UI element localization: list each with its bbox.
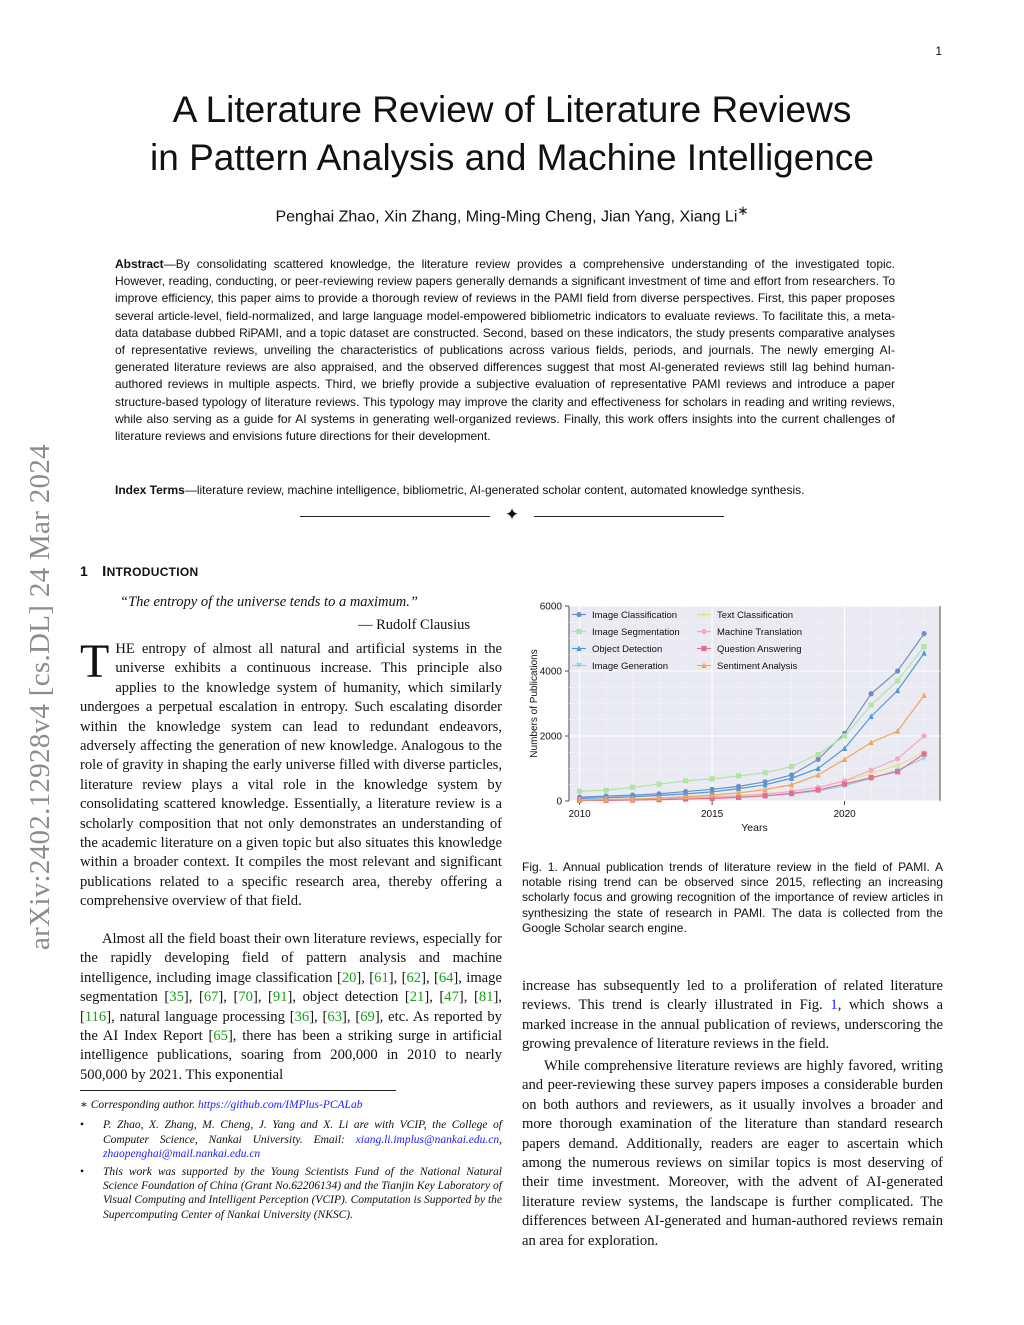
citation-link[interactable]: 64 <box>438 969 454 986</box>
legend-label: Image Classification <box>592 610 678 621</box>
epigraph-quote: “The entropy of the universe tends to a maximum.” <box>120 594 418 610</box>
data-point <box>842 782 847 787</box>
intro-paragraph-2 <box>80 930 502 1085</box>
legend-marker <box>701 646 706 651</box>
y-tick-label: 0 <box>556 796 562 808</box>
citation-link[interactable]: 69 <box>360 1008 375 1025</box>
abstract-label: Abstract <box>115 257 164 271</box>
citation-sep: ], [ <box>458 989 479 1006</box>
data-point <box>604 788 609 793</box>
data-point <box>789 764 794 769</box>
footnote-affiliation <box>80 1118 502 1161</box>
section-number: 1 <box>80 563 89 579</box>
bullet-icon: • <box>80 1165 85 1178</box>
data-point <box>922 644 927 649</box>
citation-sep: ], [ <box>309 1008 328 1025</box>
x-axis-label: Years <box>741 822 768 834</box>
data-point <box>922 733 927 738</box>
title-line-2: in Pattern Analysis and Machine Intelligence <box>150 137 874 178</box>
citation-sep: ], [ <box>424 989 445 1006</box>
intro-p2-text: ], etc. As reported by the AI Index Report [ <box>80 1008 502 1045</box>
citation-sep: ], [ <box>183 989 204 1006</box>
x-tick-label: 2020 <box>833 809 856 820</box>
data-point <box>657 782 662 787</box>
right-p1-text: increase has subsequently led to a proliferation of related literature reviews. This trend is clearly illustrated in Fig. <box>522 978 943 1014</box>
abstract <box>115 256 895 445</box>
ornament-rule-right <box>534 516 724 517</box>
data-point <box>842 733 847 738</box>
data-point <box>736 795 741 800</box>
citation-sep: ], [ <box>252 989 273 1006</box>
email-sep: , <box>499 1133 502 1146</box>
y-tick-label: 6000 <box>539 601 562 613</box>
y-axis-label: Numbers of Publications <box>529 649 540 758</box>
data-point <box>922 751 927 756</box>
intro-p2-text: ], there has been a striking surge in artificial intelligence publications, soaring from 200,000 in 2010 to nearly 500,000 by 2021. This exponential <box>80 1028 503 1083</box>
citation-link[interactable]: 36 <box>294 1008 310 1025</box>
footnote-rule <box>80 1090 396 1091</box>
footnote-corresponding <box>80 1098 502 1112</box>
ornament-star-icon: ✦ <box>504 505 520 524</box>
citation-sep: ], [ <box>80 989 502 1025</box>
footnote-affiliation-text: P. Zhao, X. Zhang, M. Cheng, J. Yang and X. Li are with VCIP, the College of Computer Science, Nankai University. Email: <box>103 1119 502 1146</box>
citation-link[interactable]: 63 <box>327 1008 342 1025</box>
citation-link[interactable]: 81 <box>478 989 494 1006</box>
data-point <box>736 773 741 778</box>
intro-p2-text: ], object detection [ <box>287 989 410 1006</box>
intro-p2-text: Almost all the field boast their own literature reviews, especially for the rapidly developing field of pattern analysis and machine intelligence, including image classification [ <box>80 931 502 986</box>
data-point <box>763 770 768 775</box>
citation-link[interactable]: 21 <box>409 989 425 1006</box>
legend-marker <box>576 612 581 617</box>
intro-p2-text: ], natural language processing [ <box>106 1008 295 1025</box>
index-terms-label: Index Terms <box>115 483 185 497</box>
legend-label: Question Answering <box>717 644 802 655</box>
data-point <box>922 631 927 636</box>
legend-label: Machine Translation <box>717 627 803 638</box>
data-point <box>816 757 821 762</box>
data-point <box>895 678 900 683</box>
bullet-icon: • <box>80 1119 85 1132</box>
data-point <box>869 703 874 708</box>
data-point <box>710 776 715 781</box>
data-point <box>816 752 821 757</box>
right-p1-text: , which shows a marked increase in the annual publication of reviews, underscoring the growing prevalence of literature reviews in the field. <box>522 997 944 1053</box>
data-point <box>869 775 874 780</box>
author-list: Penghai Zhao, Xin Zhang, Ming-Ming Cheng, Jian Yang, Xiang Li <box>275 208 738 226</box>
section-title-rest: NTRODUCTION <box>106 565 199 579</box>
footnote-corresponding-label: Corresponding author. <box>90 1099 198 1111</box>
citation-link[interactable]: 91 <box>272 989 288 1006</box>
legend-label: Object Detection <box>592 644 663 655</box>
data-point <box>630 785 635 790</box>
abstract-text: —By consolidating scattered knowledge, the literature review provides a comprehensive understanding of the investigated topic. However, reading, conducting, or peer-reviewing review papers generally demands a significant investment of time and effort from researchers. To improve efficiency, this paper aims to provide a thorough review of reviews in the PAMI field from diverse perspectives. First, this paper proposes several article-level, field-normalized, and large language model-empowered bibliometric indicators to evaluate reviews. To facilitate this, a meta-data database dubbed RiPAMI, and a topic dataset are constructed. Second, based on these indicators, the study presents comparative analyses of representative reviews, unveiling the characteristics of publications across various fields, periods, and journals. The newly emerging AI-generated literature reviews are also appraised, and the observed differences suggest that most AI-generated reviews still lag behind human-authored reviews in multiple aspects. Third, we briefly provide a subjective evaluation of representative PAMI reviews and introduce a paper structure-based typology of literature reviews. This typology may improve the clarity and effectiveness for scholars in reading and writing reviews, while also serving as a guide for AI systems in generating well-organized reviews. Finally, this work offers insights into the current challenges of literature reviews and envisions future directions for their development. <box>115 257 895 444</box>
intro-paragraph-1 <box>80 635 502 912</box>
legend-label: Text Classification <box>717 610 794 621</box>
github-link[interactable]: https://github.com/IMPlus-PCALab <box>197 1099 363 1111</box>
legend-label: Image Generation <box>592 661 669 672</box>
arxiv-stamp[interactable]: arXiv:2402.12928v4 [cs.DL] 24 Mar 2024 <box>24 444 56 950</box>
publication-trends-chart <box>520 596 950 841</box>
authors <box>80 203 944 226</box>
citation-sep: ], [ <box>388 969 407 986</box>
right-paragraph-1 <box>522 977 943 1055</box>
epigraph-author: — Rudolf Clausius <box>358 617 470 633</box>
data-point <box>816 787 821 792</box>
drop-cap: T <box>80 635 110 688</box>
citation-link[interactable]: 65 <box>213 1028 228 1045</box>
citation-sep: ], [ <box>421 969 439 986</box>
data-point <box>683 778 688 783</box>
citation-link[interactable]: 62 <box>406 969 422 986</box>
x-tick-label: 2015 <box>700 809 724 820</box>
data-point <box>869 691 874 696</box>
legend-marker <box>701 629 706 634</box>
data-point <box>895 769 900 774</box>
data-point <box>895 756 900 761</box>
data-point <box>577 789 582 794</box>
y-tick-label: 4000 <box>539 666 562 678</box>
citation-link[interactable]: 47 <box>444 989 459 1006</box>
footnote-funding-text: This work was supported by the Young Scientists Fund of the National Natural Science Foundation of China (Grant No.62206134) and the Tianjin Key Laboratory of Visual Computing and Intelligent Perception (VCIP). Computation is Supported by the Supercomputing Center of Nankai University (NKSC). <box>103 1165 502 1221</box>
footnotes <box>80 1098 502 1222</box>
citation-link[interactable]: 61 <box>374 969 389 986</box>
legend-label: Sentiment Analysis <box>717 661 798 672</box>
index-terms-text: —literature review, machine intelligence, bibliometric, AI-generated scholar content, automated knowledge synthesis. <box>184 483 805 497</box>
data-point <box>789 791 794 796</box>
citation-link[interactable]: 35 <box>169 989 184 1006</box>
legend-marker <box>576 629 581 634</box>
section-ornament <box>300 505 724 524</box>
footnote-funding <box>80 1165 502 1223</box>
figure-caption: Fig. 1. Annual publication trends of literature review in the field of PAMI. A notable rising trend can be observed since 2015, reflecting an increasing scholarly focus and growing recognition of the importance of review articles in synthesizing the state of research in PAMI. The data is collected from the Google Scholar search engine. <box>522 860 943 935</box>
footnote-star-mark: ∗ <box>80 1099 88 1111</box>
citation-link[interactable]: 67 <box>203 989 219 1006</box>
citation-sep: ], [ <box>356 969 375 986</box>
figure-ref-link[interactable]: 1 <box>830 997 838 1014</box>
corresponding-author-mark: ∗ <box>737 203 749 218</box>
paper-title <box>80 86 944 182</box>
legend-label: Image Segmentation <box>592 627 680 638</box>
citation-sep: ], [ <box>218 989 239 1006</box>
y-tick-label: 2000 <box>539 731 562 743</box>
data-point <box>763 793 768 798</box>
intro-p2-text: ], image segmentation [ <box>80 969 502 1006</box>
data-point <box>869 768 874 773</box>
email-link[interactable]: zhaopenghai@mail.nankai.edu.cn <box>103 1148 261 1161</box>
data-point <box>895 668 900 673</box>
page-number: 1 <box>935 44 942 58</box>
citation-link[interactable]: 116 <box>84 1008 107 1025</box>
x-tick-label: 2010 <box>568 809 591 820</box>
right-paragraph-2: While comprehensive literature reviews are highly favored, writing and peer-reviewing these survey papers imposes a considerable burden on both authors and reviewers, as it usually involves a broader and more thorough examination of the literature than standard research papers demand. Additionally, readers are eager to ascertain which among the numerous reviews on similar topics is most deserving of their time investment. Moreover, with the advent of AI-generated literature review systems, the landscape is further complicated. The differences between AI-generated and human-authored reviews remain an area for exploration. <box>522 1058 943 1249</box>
index-terms <box>115 482 895 499</box>
citation-sep: ], [ <box>342 1008 361 1025</box>
title-line-1: A Literature Review of Literature Reviews <box>172 89 852 130</box>
section-heading-introduction <box>80 563 199 580</box>
email-link[interactable]: xiang.li.implus@nankai.edu.cn <box>355 1133 500 1146</box>
citation-link[interactable]: 70 <box>238 989 253 1006</box>
section-title-initial: I <box>102 563 107 580</box>
ornament-rule-left <box>300 516 490 517</box>
intro-paragraph-1-text: HE entropy of almost all natural and artificial systems in the universe exhibits a continuous increase. This principle also applies to the knowledge system of humanity, which similarly undergoes a perpetual escalation in entropy. Such escalating disorder within the knowledge system can lead to redundant endeavors, adversely affecting the generation of new knowledge. Analogous to the role of gravity in shaping the early universe filled with diverse particles, literature review plays a vital role in the knowledge system by consolidating scattered knowledge. Essentially, a literature review is a scholarly composition that not only demonstrates an understanding of the academic literature on a given topic but also situates this knowledge within a broader context. It compiles the most relevant and significant publications related to a specific research area, thereby offering a comprehensive overview of that field. <box>80 641 502 910</box>
citation-link[interactable]: 20 <box>341 969 357 986</box>
